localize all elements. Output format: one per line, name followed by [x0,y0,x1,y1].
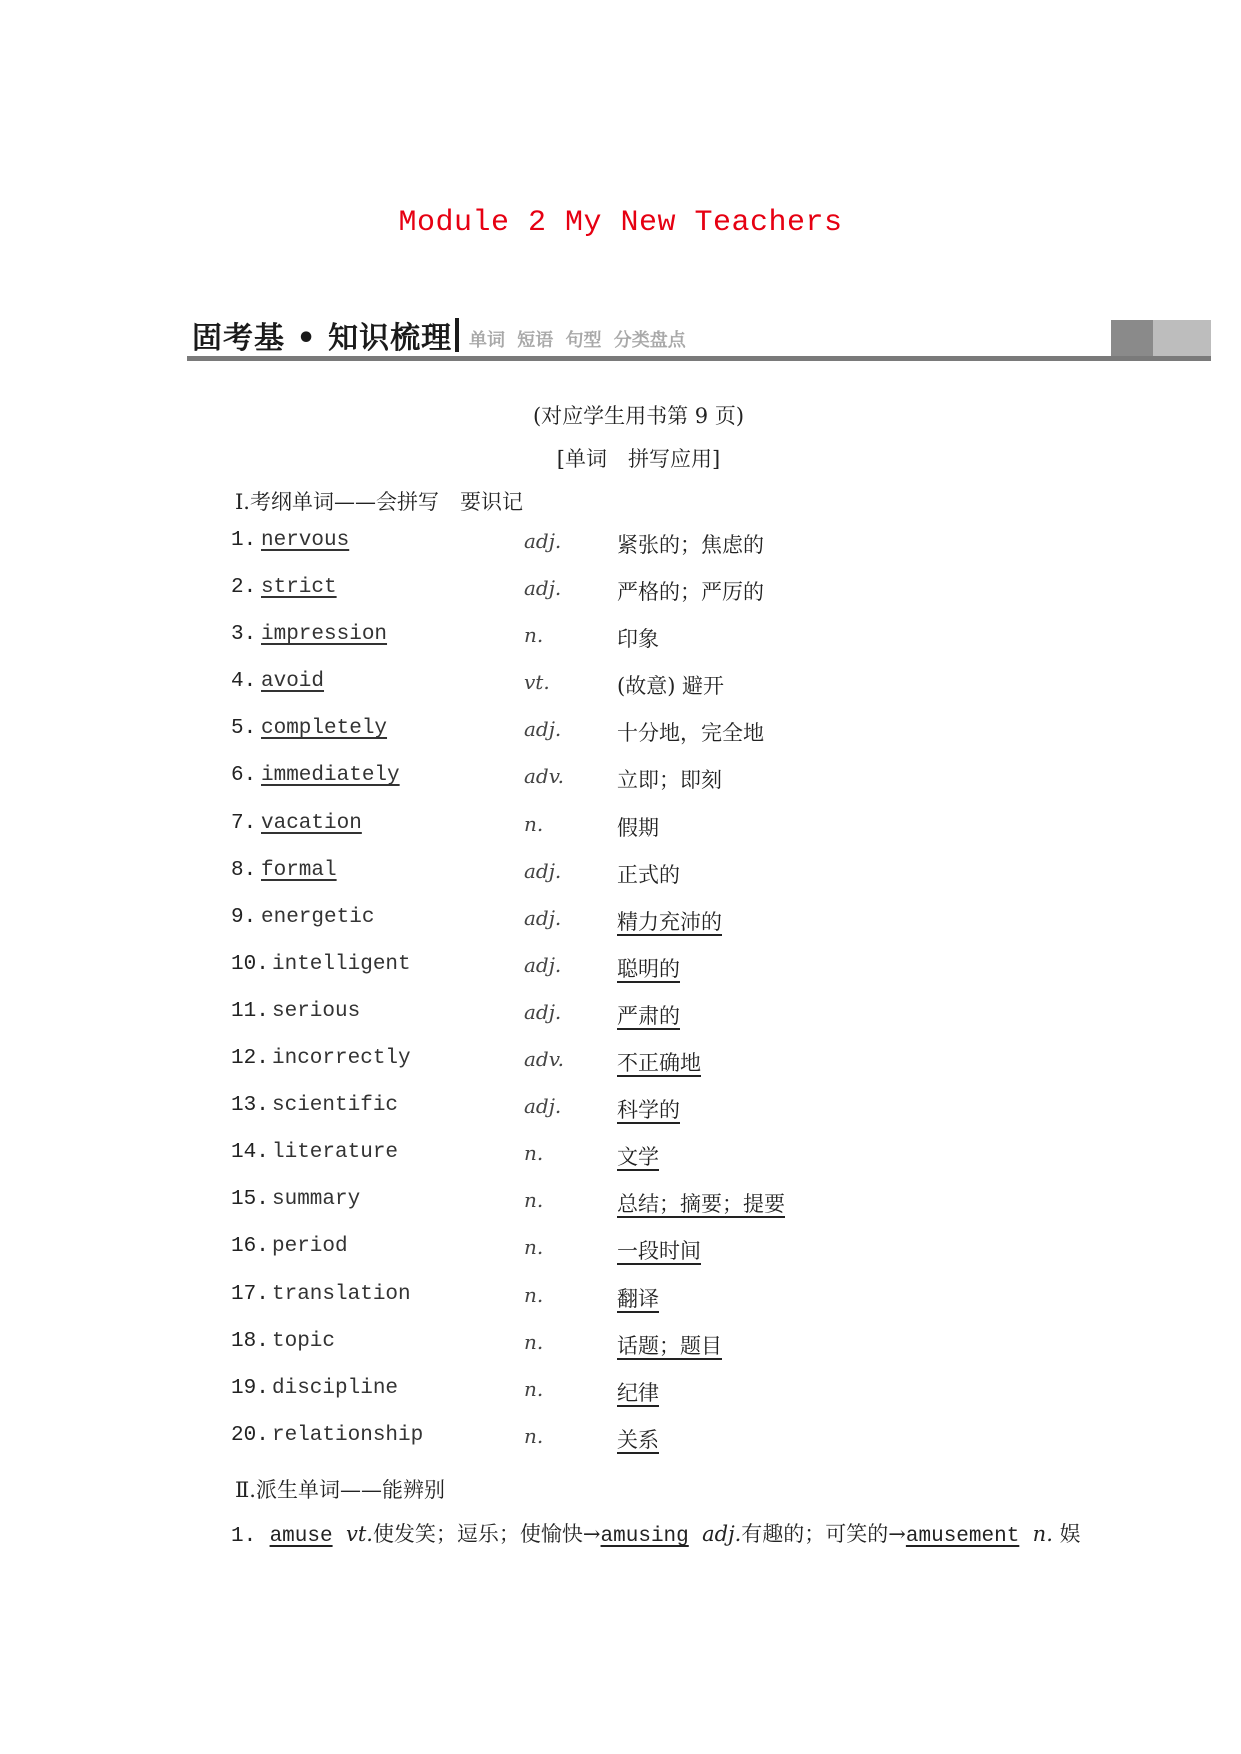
vocab-pos: adj. [524,999,562,1024]
vocab-meaning: 假期 [617,815,659,840]
vocab-meaning: 正式的 [617,862,680,887]
vocab-meaning: 话题；题目 [617,1333,722,1358]
vocab-number: 1. [231,529,257,552]
vocab-word: impression [261,623,388,647]
vocab-word: avoid [261,670,325,694]
vocab-pos: n. [524,811,544,836]
vocab-pos: adj. [524,1094,562,1119]
vocab-row [231,576,1131,623]
subheading: [单词 拼写应用] [556,447,721,471]
derived-word: amusement [905,1525,1020,1548]
vocab-meaning: 印象 [617,627,659,652]
vocab-row [231,906,1131,953]
vocab-word: literature [272,1141,399,1165]
vocab-pos: n. [524,1282,544,1307]
vocab-number: 2. [231,576,257,600]
vocab-pos: adj. [524,576,562,601]
vocab-number: 11. [231,999,269,1023]
vocab-word: formal [261,858,337,882]
vocab-meaning: 严格的；严厉的 [617,580,764,605]
banner-subtitle: 单词 短语 句型 分类盘点 [469,330,686,351]
vocab-meaning: 翻译 [617,1286,659,1311]
vocab-row [231,1377,1131,1424]
banner-decoration-dark [1111,320,1153,356]
vocab-number: 5. [231,717,257,741]
vocab-row [231,1047,1131,1094]
module-title: Module 2 My New Teachers [398,206,843,240]
vocab-word: topic [272,1329,336,1353]
vocab-number: 13. [231,1094,269,1118]
vocab-pos: adj. [524,952,562,977]
derived-meaning: 娱 [1059,1522,1081,1546]
derived-meaning: 有趣的；可笑的→ [741,1522,906,1546]
vocab-meaning: 关系 [617,1427,659,1452]
vocab-row [231,1424,1131,1471]
vocab-number: 17. [231,1282,269,1306]
vocab-word: period [272,1235,348,1259]
banner-divider [455,318,459,352]
vocab-word: vacation [261,811,362,835]
vocab-word: serious [272,999,361,1023]
vocab-number: 20. [231,1423,269,1447]
vocab-meaning: 纪律 [617,1380,659,1405]
derived-word: amusing [600,1525,689,1548]
vocab-meaning: 立即；即刻 [617,768,722,793]
vocab-word: intelligent [272,952,411,976]
vocab-pos: adj. [524,858,562,883]
vocab-number: 18. [231,1329,269,1353]
vocab-number: 15. [231,1188,269,1212]
vocab-meaning: 聪明的 [617,956,680,981]
vocab-meaning: 文学 [617,1145,659,1170]
vocab-number: 3. [231,623,257,647]
vocab-pos: n. [524,623,544,648]
vocab-word: energetic [261,905,375,929]
vocab-word: incorrectly [272,1047,411,1071]
derived-pos: n. [1032,1522,1053,1546]
vocab-meaning: 精力充沛的 [617,909,722,934]
vocab-word: discipline [272,1376,399,1400]
vocab-pos: n. [524,1235,544,1260]
vocab-meaning: 紧张的；焦虑的 [617,533,764,557]
vocab-list [231,529,1131,1471]
vocab-row [231,859,1131,906]
vocab-word: nervous [261,529,350,552]
vocab-word: strict [261,576,337,600]
vocab-pos: vt. [524,670,550,695]
vocab-word: immediately [261,764,400,788]
vocab-pos: adj. [524,529,562,553]
book-reference: (对应学生用书第 9 页) [532,404,745,428]
section-2-heading: Ⅱ.派生单词——能辨别 [235,1478,445,1502]
vocab-number: 8. [231,858,257,882]
vocab-row [231,1094,1131,1141]
vocab-word: summary [272,1188,361,1212]
banner-rule [187,356,1211,361]
derived-meaning: 使发笑；逗乐；使愉快→ [372,1522,601,1546]
derived-num: 1. [231,1525,257,1548]
vocab-number: 6. [231,764,257,788]
section-banner [187,310,1211,362]
vocab-row [231,812,1131,859]
vocab-meaning: 科学的 [617,1098,680,1123]
vocab-pos: adv. [524,764,565,789]
derived-item-1 [231,1518,1081,1548]
vocab-row [231,529,1131,576]
vocab-word: relationship [272,1423,424,1447]
vocab-row [231,1188,1131,1235]
vocab-row [231,1235,1131,1282]
vocab-pos: adj. [524,905,562,930]
vocab-row [231,1330,1131,1377]
derived-word: amuse [269,1525,333,1548]
vocab-pos: adj. [524,717,562,742]
vocab-word: completely [261,717,388,741]
vocab-number: 16. [231,1235,269,1259]
vocab-meaning: 严肃的 [617,1003,680,1028]
vocab-row [231,764,1131,811]
vocab-number: 9. [231,905,257,929]
vocab-number: 19. [231,1376,269,1400]
vocab-meaning: 不正确地 [617,1051,701,1076]
vocab-row [231,1000,1131,1047]
vocab-row [231,1141,1131,1188]
vocab-row [231,717,1131,764]
vocab-row [231,623,1131,670]
vocab-pos: n. [524,1423,544,1448]
vocab-word: scientific [272,1094,399,1118]
vocab-meaning: 十分地，完全地 [617,721,764,746]
vocab-number: 4. [231,670,257,694]
vocab-meaning: 一段时间 [617,1239,701,1264]
vocab-meaning: (故意) 避开 [617,674,725,699]
section-1-heading: Ⅰ.考纲单词——会拼写 要识记 [235,490,523,514]
derived-pos: vt. [345,1522,373,1546]
banner-decoration-light [1153,320,1211,356]
vocab-meaning: 总结；摘要；提要 [617,1192,785,1217]
vocab-number: 10. [231,952,269,976]
vocab-pos: n. [524,1376,544,1401]
vocab-pos: n. [524,1329,544,1354]
banner-heading: 固考基 • 知识梳理 [192,321,453,356]
vocab-number: 14. [231,1141,269,1165]
vocab-word: translation [272,1282,411,1306]
vocab-pos: n. [524,1141,544,1166]
vocab-number: 7. [231,811,257,835]
vocab-pos: adv. [524,1047,565,1072]
vocab-row [231,1283,1131,1330]
vocab-row [231,953,1131,1000]
vocab-pos: n. [524,1188,544,1213]
derived-pos: adj. [702,1522,742,1546]
vocab-number: 12. [231,1047,269,1071]
vocab-row [231,670,1131,717]
